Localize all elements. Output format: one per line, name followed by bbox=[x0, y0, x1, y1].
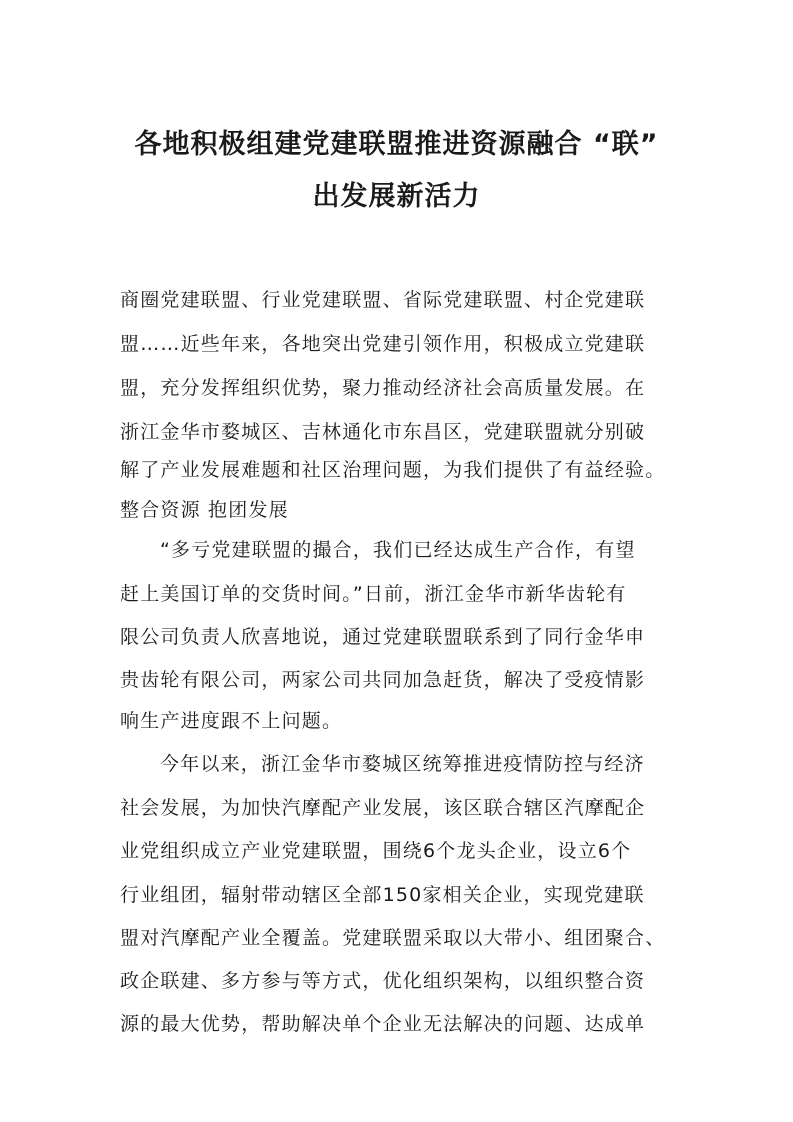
document-title-line-1: 各地积极组建党建联盟推进资源融合 “联” bbox=[134, 129, 659, 160]
body-text-line: 盟……近些年来，各地突出党建引领作用，积极成立党建联 bbox=[120, 333, 646, 355]
body-text-line: 今年以来，浙江金华市婺城区统筹推进疫情防控与经济 bbox=[160, 753, 645, 775]
body-text-line: 响生产进度跟不上问题。 bbox=[120, 710, 343, 732]
section-heading: 整合资源 抱团发展 bbox=[120, 499, 289, 521]
body-text-line: 行业组团，辐射带动辖区全部150家相关企业，实现党建联 bbox=[120, 884, 645, 906]
body-text-line: 政企联建、多方参与等方式，优化组织架构，以组织整合资 bbox=[120, 970, 646, 992]
body-text-line: 贵齿轮有限公司，两家公司共同加急赶货，解决了受疫情影 bbox=[120, 669, 646, 691]
body-text-line: 商圈党建联盟、行业党建联盟、省际党建联盟、村企党建联 bbox=[120, 289, 646, 311]
body-text-line: 赶上美国订单的交货时间。”日前，浙江金华市新华齿轮有 bbox=[120, 583, 627, 605]
body-text-line: 浙江金华市婺城区、吉林通化市东昌区，党建联盟就分别破 bbox=[120, 421, 646, 443]
body-text-line: 业党组织成立产业党建联盟，围绕6个龙头企业，设立6个 bbox=[120, 840, 632, 862]
body-text-line: 源的最大优势，帮助解决单个企业无法解决的问题、达成单 bbox=[120, 1013, 646, 1035]
body-text-line: 限公司负责人欣喜地说，通过党建联盟联系到了同行金华申 bbox=[120, 626, 646, 648]
body-text-line: “多亏党建联盟的撮合，我们已经达成生产合作，有望 bbox=[160, 539, 636, 561]
body-text-line: 社会发展，为加快汽摩配产业发展，该区联合辖区汽摩配企 bbox=[120, 797, 646, 819]
body-text-line: 解了产业发展难题和社区治理问题，为我们提供了有益经验。 bbox=[120, 459, 666, 481]
document-title-line-2: 出发展新活力 bbox=[312, 181, 481, 212]
body-text-line: 盟，充分发挥组织优势，聚力推动经济社会高质量发展。在 bbox=[120, 377, 646, 399]
body-text-line: 盟对汽摩配产业全覆盖。党建联盟采取以大带小、组团聚合、 bbox=[120, 927, 666, 949]
